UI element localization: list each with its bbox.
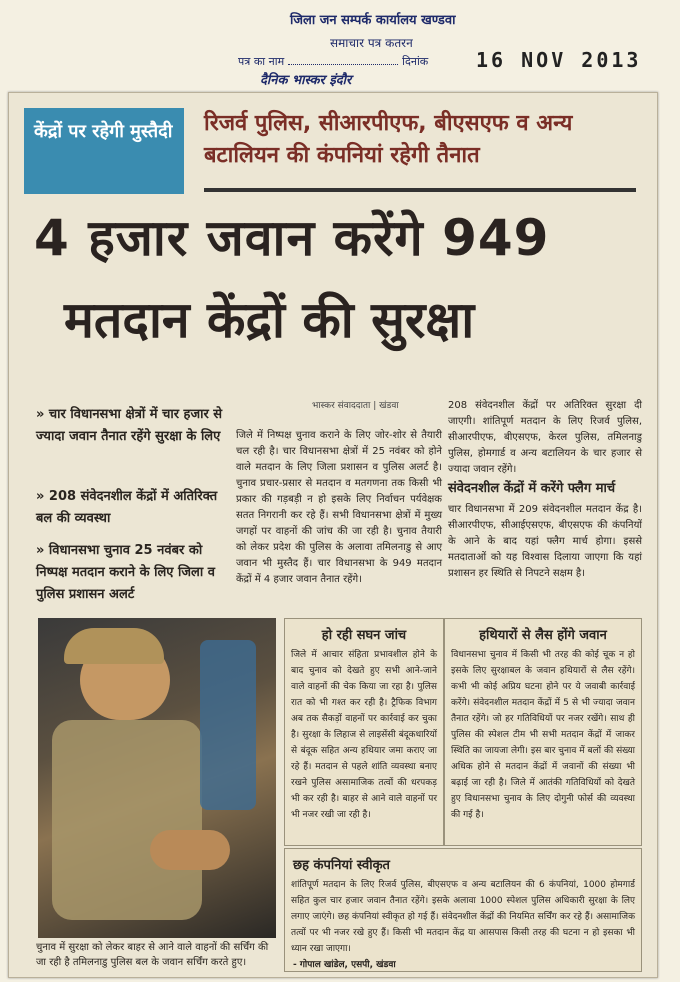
box-title: हथियारों से लैस होंगे जवान: [479, 628, 607, 643]
box-armed-jawans: [444, 618, 642, 846]
article-column-3b: चार विधानसभा में 209 संवेदनशील मतदान केंद्र है। सीआरपीएफ, सीआईएसएफ, बीएसएफ की कंपनियों के आने के बाद यहां फ्लैग मार्च होगा। इससे मतदाताओं को यह विश्वास दिलाया जाएगा कि यहां प्रशासन हर स्थिति से निपटने सक्षम है।: [448, 504, 642, 579]
paper-name: दैनिक भास्कर इंदौर: [260, 73, 352, 88]
highlight-2: » 208 संवेदनशील केंद्रों में अतिरिक्त बल की व्यवस्था: [36, 489, 218, 526]
date-stamp: 16 NOV 2013: [476, 48, 642, 72]
box-title: हो रही सघन जांच: [321, 628, 407, 643]
box-intensive-check: [284, 618, 444, 846]
article-column-2: जिले में निष्पक्ष चुनाव कराने के लिए जोर-शोर से तैयारी चल रही है। चार विधानसभा क्षेत्रों में 25 नवंबर को होने वाले मतदान के लिए जिला प्रशासन व पुलिस अलर्ट है। चुनाव प्रचार-प्रसार से मतदान व मतगणना तक किसी भी प्रकार की गड़बड़ी न हो इसके लिए निर्वाचन पर्यवेक्षक सतत निगरानी कर रहे हैं। सभी विधानसभा क्षेत्रों में मुख्य जगहों पर वाहनों की जांच की जा रही है। चुनाव तैयारी को लेकर प्रदेश की पुलिस के अलावा तमिलनाडु से आए जवान भी मुस्तैद हैं। चार विधानसभा के 949 मतदान केंद्रों में 4 हजार जवान तैनात रहेंगे।: [236, 430, 442, 585]
box-six-companies: [284, 848, 642, 972]
deck-headline: रिजर्व पुलिस, सीआरपीएफ, बीएसएफ व अन्य बटालियन की कंपनियां रहेगी तैनात: [204, 111, 573, 168]
byline: भास्कर संवाददाता | खंडवा: [312, 401, 399, 411]
stamp-clipping: समाचार पत्र कतरन: [330, 36, 413, 50]
signature: - गोपाल खांडेल, एसपी, खंडवा: [293, 960, 396, 970]
article-column-3: 208 संवेदनशील केंद्रों पर अतिरिक्त सुरक्षा दी जाएगी। शांतिपूर्ण मतदान के लिए रिजर्व पुलिस, सीआरपीएफ, बीएसएफ, केरल पुलिस, तमिलनाडु पुलिस, होमगार्ड व अन्य बटालियन के चार हजार से ज्यादा जवान रहेंगे।: [448, 400, 642, 475]
stamp-fields: [238, 54, 428, 69]
stamp-office: जिला जन सम्पर्क कार्यालय खण्डवा: [290, 13, 456, 28]
paper-label: पत्र का नाम: [238, 55, 285, 68]
box-text: शांतिपूर्ण मतदान के लिए रिजर्व पुलिस, बीएसएफ व अन्य बटालियन की 6 कंपनियां, 1000 होमगार्ड सहित कुल चार हजार जवान तैनात रहेंगे। इसके अलावा 1000 स्पेशल पुलिस अधिकारी सुरक्षा के लिए लगाए जाएंगे। छह कंपनियां स्वीकृत हो गई हैं। संवेदनशील केंद्रों की नियमित सर्चिंग कर रहे हैं। असामाजिक तत्वों पर भी नजर रखे हुए हैं। किसी भी मतदान केंद्र या आसपास किसी तरह की घटना न हो इसका भी ध्यान रखा जाएगा।: [291, 880, 635, 954]
date-label: दिनांक: [402, 55, 429, 68]
subheading-flag-march: संवेदनशील केंद्रों में करेंगे फ्लैग मार्च: [448, 481, 616, 496]
highlight-1: » चार विधानसभा क्षेत्रों में चार हजार से ज्यादा जवान तैनात रहेंगे सुरक्षा के लिए: [36, 407, 223, 444]
photo-officer-body: [52, 720, 202, 920]
photo-officer-cap: [64, 628, 164, 664]
box-text: जिले में आचार संहिता प्रभावशील होने के बाद चुनाव को देखते हुए सभी आने-जाने वाले वाहनों की चेक किया जा रहा है। पुलिस रात को भी गश्त कर रही है। ट्रैफिक विभाग अब तक सैकड़ों वाहनों पर कार्रवाई कर चुका है। सुरक्षा के लिहाज से लाइसेंसी बंदूकधारियों से बंदूक सहित अन्य हथियार जमा कराए जा रहे हैं। मतदान से पहले शांति व्यवस्था बनाए रखने पुलिस असामाजिक तत्वों की धरपकड़ भी कर रही है। बाहर से आने वाले वाहनों पर भी नजर रखी जा रही है।: [291, 650, 437, 820]
box-title: छह कंपनियां स्वीकृत: [293, 858, 390, 873]
headline-line1: 4 हजार जवान करेंगे 949: [34, 209, 550, 267]
section-tag: केंद्रों पर रहेगी मुस्तैदी: [24, 108, 184, 194]
headline-line2: मतदान केंद्रों की सुरक्षा: [64, 291, 475, 349]
highlight-3: » विधानसभा चुनाव 25 नवंबर को निष्पक्ष मतदान कराने के लिए जिला व पुलिस प्रशासन अलर्ट: [36, 543, 215, 602]
photo-vehicle: [200, 640, 256, 810]
divider: [204, 188, 636, 192]
photo-hand: [150, 830, 230, 870]
photo-caption: चुनाव में सुरक्षा को लेकर बाहर से आने वाले वाहनों की सर्चिंग की जा रही है तमिलनाडु पुलिस बल के जवान सर्चिंग करते हुए।: [36, 942, 269, 968]
box-text: विधानसभा चुनाव में किसी भी तरह की कोई चूक न हो इसके लिए सुरक्षाबल के जवान हथियारों से लैस रहेंगे। कभी भी कोई अप्रिय घटना होने पर ये जवाबी कार्रवाई करेंगे। संवेदनशील मतदान केंद्रों में 5 से भी ज्यादा जवान तैनात रहेंगे। जो हर गतिविधियों पर नजर रखेंगे। साथ ही पुलिस की स्पेशल टीम भी सभी मतदान केंद्रों में जाकर स्थिति का जायजा लेगी। इस बार चुनाव में बलों की संख्या अधिक होने से मतदान केंद्रों में जवानों की संख्या भी बढ़ाई जा रही है। जिले में आतंकी गतिविधियों को देखते हुए विधानसभा चुनाव के लिए दोगुनी फोर्स की व्यवस्था की गई है।: [451, 650, 635, 820]
